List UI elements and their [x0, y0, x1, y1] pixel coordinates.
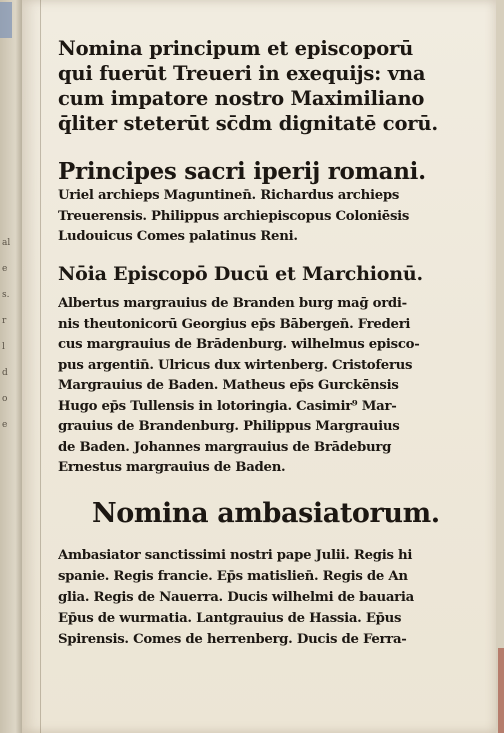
- text-line: Ep̄us de wurmatia. Lantgrauius de Hassia. Ep̄us: [58, 611, 402, 626]
- edge-fragment: e: [2, 420, 8, 430]
- text-line: Ernestus margrauius de Baden.: [58, 460, 286, 475]
- text-line: Spirensis. Comes de herrenberg. Ducis de Ferra‐: [58, 632, 407, 647]
- episcopi-section: [58, 262, 476, 479]
- adjacent-page-fragments: [2, 230, 12, 438]
- ambasiatorum-text: [58, 545, 476, 650]
- text-line: de Baden. Johannes margrauius de Brādeburg: [58, 439, 392, 455]
- page-title: [58, 36, 476, 136]
- edge-fragment: al: [2, 238, 11, 248]
- title-line: q̄liter steterūt sc̄dm dignitatē corū.: [58, 112, 438, 135]
- text-line: pus argentin̄. Ulricus dux wirtenberg. Cristoferus: [58, 357, 413, 373]
- text-line: spanie. Regis francie. Ep̄s matislien̄. Regis de An: [58, 569, 408, 584]
- episcopi-heading: Nōia Episcopō Ducū et Marchionū.: [58, 263, 423, 285]
- text-line: Ludouicus Comes palatinus Reni.: [58, 229, 298, 244]
- episcopi-text: [58, 294, 476, 479]
- text-line: glia. Regis de Nauerra. Ducis wilhelmi de bauaria: [58, 590, 414, 605]
- edge-fragment: o: [2, 394, 8, 404]
- text-line: Hugo ep̄s Tullensis in lotoringia. Casimir⁹ Mar‐: [58, 398, 397, 414]
- principes-section: [58, 158, 476, 248]
- text-line: nis theutonicorū Georgius ep̄s Bābergen̄. Frederi: [58, 316, 411, 332]
- red-edge-mark: [498, 648, 504, 733]
- ambasiatorum-heading-wrap: [58, 498, 476, 530]
- blue-tab-mark: [0, 2, 12, 38]
- text-line: Uriel archieps Maguntinen̄. Richardus archieps: [58, 188, 400, 203]
- title-line: Nomina principum et episcoporū: [58, 37, 414, 60]
- text-line: Treuerensis. Philippus archiepiscopus Coloniēsis: [58, 208, 410, 224]
- ambasiatorum-heading: Nomina ambasiatorum.: [92, 498, 440, 529]
- text-line: grauius de Brandenburg. Philippus Margrauius: [58, 419, 400, 434]
- manuscript-page: [22, 0, 496, 733]
- principes-heading: Principes sacri iperij romani.: [58, 158, 426, 185]
- text-line: Margrauius de Baden. Matheus ep̄s Gurckēnsis: [58, 378, 399, 393]
- edge-fragment: s.: [2, 290, 10, 300]
- edge-fragment: l: [2, 342, 5, 352]
- text-line: Albertus margrauius de Branden burg maḡ ordi‐: [58, 296, 407, 311]
- principes-text: [58, 186, 476, 248]
- edge-fragment: d: [2, 368, 8, 378]
- page-fold-line: [40, 0, 41, 733]
- edge-fragment: e: [2, 264, 8, 274]
- title-line: cum impatore nostro Maximiliano: [58, 87, 425, 110]
- text-line: Ambasiator sanctissimi nostri pape Julii. Regis hi: [58, 548, 413, 563]
- adjacent-page-edge: [0, 0, 22, 733]
- edge-fragment: r: [2, 316, 7, 326]
- text-line: cus margrauius de Brādenburg. wilhelmus episco‐: [58, 337, 420, 352]
- title-line: qui fuerūt Treueri in exequijs: vna: [58, 62, 426, 85]
